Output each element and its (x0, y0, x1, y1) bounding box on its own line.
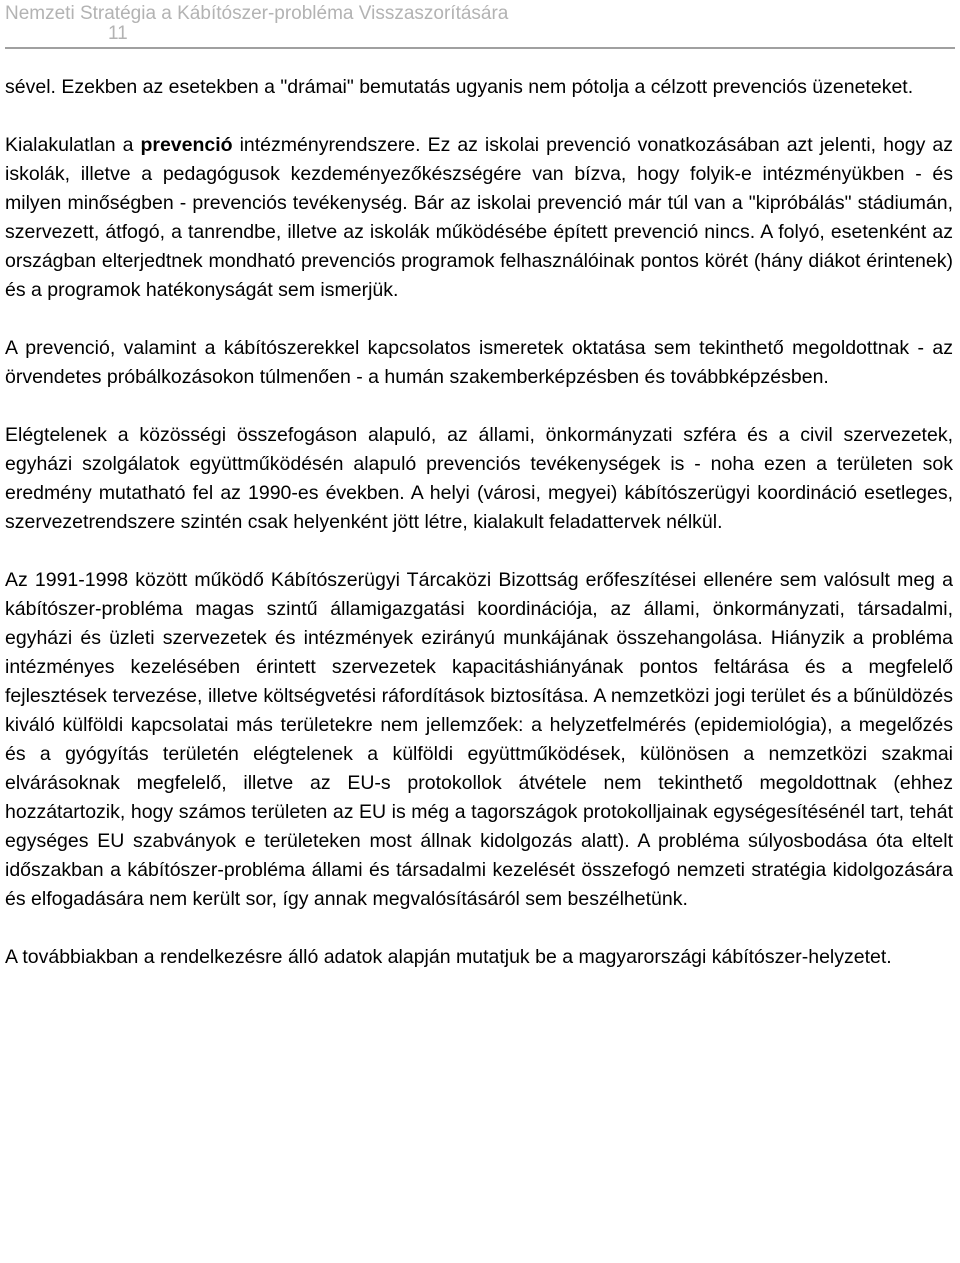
paragraph-2-emphasis: prevenció (140, 134, 233, 156)
document-body (5, 73, 953, 1001)
paragraph-1: sével. Ezekben az esetekben a "drámai" bemutatás ugyanis nem pótolja a célzott prevenciós üzeneteket. (5, 76, 914, 98)
page-header (0, 0, 960, 48)
paragraph-6: A továbbiakban a rendelkezésre álló adatok alapján mutatjuk be a magyarországi kábítószer-helyzetet. (5, 946, 892, 968)
paragraph-2-lead: Kialakulatlan a (5, 134, 141, 156)
paragraph-5: Az 1991-1998 között működő Kábítószerügyi Tárcaközi Bizottság erőfeszítései ellenére sem valósult meg a kábítószer-probléma magas szintű államigazgatási koordinációja, az állami, önkormányzati, társadalmi, egyházi és üzleti szervezetek és intézmények ezirányú munkájának összehangolása. Hiányzik a probléma intézményes kezelésében érintett szervezetek kapacitáshiányának pontos feltárása és a megfelelő fejlesztések tervezése, illetve költségvetési ráfordítások biztosítása. A nemzetközi jogi terület és a bűnüldözés kiváló külföldi kapcsolatai más területekre nem jellemzőek: a helyzetfelmérés (epidemiológia), a megelőzés és a gyógyítás területén elégtelenek a külföldi együttműködések, különösen a nemzetközi szakmai elvárásoknak megfelelő, illetve az EU-s protokollok átvétele nem tekinthető megoldottnak (ehhez hozzátartozik, hogy számos területen az EU is még a tagországok protokolljainak egységesítésénél tart, tehát egységes EU szabványok e területeken most állnak kidolgozás alatt). A probléma súlyosbodása óta eltelt időszakban a kábítószer-probléma állami és társadalmi kezelését összefogó nemzeti stratégia kidolgozására és elfogadására nem került sor, így annak megvalósításáról sem beszélhetünk. (5, 569, 953, 910)
running-title: Nemzeti Stratégia a Kábítószer-probléma Visszaszorítására (5, 3, 509, 24)
page-number: 11 (108, 23, 128, 44)
paragraph-4: Elégtelenek a közösségi összefogáson alapuló, az állami, önkormányzati szféra és a civil szervezetek, egyházi szolgálatok együttműködésén alapuló prevenciós tevékenységek is - noha ezen a területen sok eredmény mutatható fel az 1990-es években. A helyi (városi, megyei) kábítószerügyi koordináció esetleges, szervezetrendszere szintén csak helyenként jött létre, kialakult feladattervek nélkül. (5, 424, 953, 533)
header-divider (5, 47, 955, 49)
paragraph-3: A prevenció, valamint a kábítószerekkel kapcsolatos ismeretek oktatása sem tekinthető megoldottnak - az örvendetes próbálkozásokon túlmenően - a humán szakemberképzésben és továbbképzésben. (5, 337, 953, 388)
paragraph-2 (5, 131, 953, 305)
paragraph-2-rest: intézményrendszere. Ez az iskolai prevenció vonatkozásában azt jelenti, hogy az iskolák, illetve a pedagógusok kezdeményezőkészségére van bízva, hogy folyik-e intézményükben - és milyen minőségben - prevenciós tevékenység. Bár az iskolai prevenció már túl van a "kipróbálás" stádiumán, szervezett, átfogó, a tanrendbe, illetve az iskolák működésébe épített prevenció nincs. A folyó, esetenként az országban elterjedtnek mondható prevenciós programok felhasználóinak pontos körét (hány diákot érintenek) és a programok hatékonyságát sem ismerjük. (5, 134, 953, 301)
